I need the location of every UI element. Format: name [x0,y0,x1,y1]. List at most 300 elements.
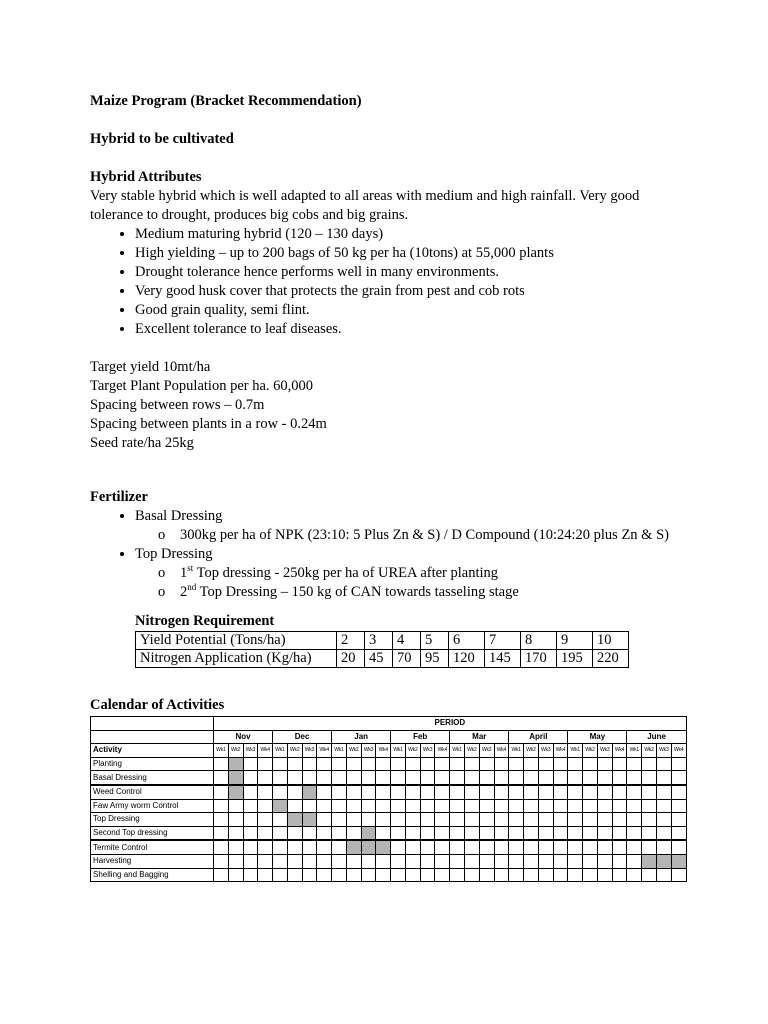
table-cell [361,854,376,868]
table-cell [538,854,553,868]
table-cell [258,799,273,813]
table-cell [494,854,509,868]
table-cell [273,757,288,771]
activity-label: Shelling and Bagging [91,868,214,882]
table-cell [583,785,598,799]
activity-label: Top Dressing [91,813,214,827]
table-cell [479,785,494,799]
table-cell [568,854,583,868]
table-cell [287,868,302,882]
table-cell [538,785,553,799]
scheduled-cell [361,826,376,840]
table-cell: 145 [485,650,521,668]
table-cell [627,826,642,840]
activity-label: Faw Army worm Control [91,799,214,813]
table-cell [553,771,568,785]
week-header: Wk2 [465,744,480,758]
table-cell [228,826,243,840]
table-cell [524,826,539,840]
week-header: Wk4 [435,744,450,758]
week-header: Wk4 [376,744,391,758]
table-cell [228,799,243,813]
table-cell [479,868,494,882]
table-cell [317,868,332,882]
table-cell [612,757,627,771]
activity-label: Weed Control [91,785,214,799]
scheduled-cell [287,813,302,827]
table-row [91,813,687,827]
table-cell [524,799,539,813]
table-cell [391,799,406,813]
table-cell [420,813,435,827]
scheduled-cell [302,813,317,827]
activity-label: Second Top dressing [91,826,214,840]
table-cell [361,868,376,882]
table-cell [465,771,480,785]
list-item: • Drought tolerance hence performs well in many environments. [135,263,690,282]
table-cell [243,868,258,882]
table-cell [479,813,494,827]
fertilizer-heading: Fertilizer [90,489,148,505]
target-population: Target Plant Population per ha. 60,000 [90,378,314,394]
table-cell [420,854,435,868]
target-yield: Target yield 10mt/ha [90,359,211,375]
table-cell [642,757,657,771]
table-cell [214,813,229,827]
week-header: Wk1 [214,744,229,758]
table-cell [317,757,332,771]
week-header: Wk3 [302,744,317,758]
table-cell [494,813,509,827]
table-cell [346,813,361,827]
table-cell [583,757,598,771]
table-cell: 4 [393,632,421,650]
table-cell [627,757,642,771]
table-cell [479,771,494,785]
scheduled-cell [376,840,391,854]
table-cell [509,826,524,840]
table-cell: 220 [593,650,629,668]
table-cell [538,840,553,854]
table-cell [435,854,450,868]
table-cell [465,799,480,813]
week-header: Wk1 [332,744,347,758]
table-row [91,757,687,771]
table-cell [317,826,332,840]
table-cell [479,826,494,840]
table-cell [391,826,406,840]
table-cell [391,771,406,785]
table-cell [435,868,450,882]
table-cell: 2 [337,632,365,650]
table-cell [524,813,539,827]
table-cell [479,840,494,854]
list-item: • Medium maturing hybrid (120 – 130 days) [135,225,690,244]
table-cell [332,826,347,840]
table-cell [509,868,524,882]
table-cell [509,785,524,799]
table-cell [435,785,450,799]
table-cell [568,799,583,813]
scheduled-cell [346,840,361,854]
table-cell [509,771,524,785]
table-cell [597,771,612,785]
table-cell [656,826,671,840]
table-cell [287,826,302,840]
table-cell [479,757,494,771]
table-cell [302,799,317,813]
table-cell [597,868,612,882]
table-cell [671,868,686,882]
table-cell [214,840,229,854]
table-cell [391,785,406,799]
table-row [91,826,687,840]
top-dressing-2: o 2nd Top Dressing – 150 kg of CAN towards tasseling stage [180,583,690,602]
table-cell [538,771,553,785]
table-cell [553,785,568,799]
week-header: Wk2 [346,744,361,758]
activity-label: Termite Control [91,840,214,854]
table-cell: 8 [521,632,557,650]
table-cell [642,868,657,882]
table-cell [214,785,229,799]
table-cell [317,771,332,785]
table-cell [642,813,657,827]
week-header: Wk2 [524,744,539,758]
table-cell [538,868,553,882]
table-cell [538,826,553,840]
table-cell [538,799,553,813]
table-cell [671,799,686,813]
table-cell [494,840,509,854]
table-cell [273,785,288,799]
table-row [136,632,629,650]
week-header: Wk4 [553,744,568,758]
table-cell [228,854,243,868]
table-cell [391,813,406,827]
table-cell [509,854,524,868]
table-cell [243,771,258,785]
table-cell [494,868,509,882]
table-cell [465,813,480,827]
table-cell [627,868,642,882]
table-cell [346,868,361,882]
month-header: May [568,730,627,744]
table-cell [450,785,465,799]
table-cell [450,771,465,785]
nitrogen-heading: Nitrogen Requirement [135,613,275,629]
table-cell [405,854,420,868]
table-cell [273,868,288,882]
scheduled-cell [228,785,243,799]
table-cell [214,854,229,868]
table-cell [583,813,598,827]
table-cell: 120 [449,650,485,668]
table-cell [568,840,583,854]
month-header: June [627,730,686,744]
table-cell [243,799,258,813]
table-cell [435,826,450,840]
table-cell [553,840,568,854]
table-cell [273,854,288,868]
table-cell [656,840,671,854]
list-item: • Very good husk cover that protects the grain from pest and cob rots [135,282,690,301]
table-cell [568,771,583,785]
table-cell [435,813,450,827]
table-cell [642,799,657,813]
table-cell [479,854,494,868]
table-cell [405,813,420,827]
table-cell [302,771,317,785]
month-header: Nov [214,730,273,744]
calendar-heading: Calendar of Activities [90,697,225,713]
table-cell [405,785,420,799]
table-row [136,650,629,668]
table-cell [361,799,376,813]
activity-label: Planting [91,757,214,771]
table-cell [346,854,361,868]
table-cell [317,854,332,868]
table-cell [450,868,465,882]
document-title: Maize Program (Bracket Recommendation) [90,93,362,109]
table-cell [435,840,450,854]
week-header: Wk4 [612,744,627,758]
seed-rate: Seed rate/ha 25kg [90,435,194,451]
table-cell [642,826,657,840]
table-cell [287,799,302,813]
week-header: Wk3 [597,744,612,758]
table-cell [243,826,258,840]
table-cell [302,757,317,771]
table-cell [391,868,406,882]
table-cell [568,813,583,827]
table-cell [656,757,671,771]
table-cell [228,868,243,882]
table-cell [287,840,302,854]
week-header: Wk3 [420,744,435,758]
week-header: Wk4 [494,744,509,758]
table-row [91,854,687,868]
table-cell [642,785,657,799]
document-body [90,92,690,882]
table-cell [243,757,258,771]
table-row [91,868,687,882]
week-header: Wk4 [258,744,273,758]
period-header: PERIOD [214,717,687,731]
week-header: Wk2 [583,744,598,758]
basal-detail: o 300kg per ha of NPK (23:10: 5 Plus Zn & S) / D Compound (10:24:20 plus Zn & S) [180,526,690,545]
month-header: Jan [332,730,391,744]
table-cell [376,799,391,813]
table-cell [317,785,332,799]
table-cell [420,785,435,799]
table-cell [258,826,273,840]
table-cell [642,840,657,854]
table-cell [656,813,671,827]
attributes-heading: Hybrid Attributes [90,169,202,185]
table-cell [420,799,435,813]
table-cell [656,771,671,785]
table-cell [656,868,671,882]
table-cell [435,771,450,785]
table-cell [287,785,302,799]
table-cell [405,868,420,882]
table-cell [361,771,376,785]
scheduled-cell [656,854,671,868]
week-header: Wk3 [656,744,671,758]
table-cell [273,813,288,827]
table-cell [642,771,657,785]
week-header: Wk2 [287,744,302,758]
table-cell [612,854,627,868]
table-cell [494,757,509,771]
table-cell [214,771,229,785]
table-cell [91,717,214,731]
table-cell [332,799,347,813]
table-row [91,785,687,799]
table-cell [553,813,568,827]
table-cell [376,813,391,827]
month-header: Dec [273,730,332,744]
table-cell [346,757,361,771]
table-cell [494,826,509,840]
table-cell [243,854,258,868]
attributes-list [90,225,690,339]
table-cell [391,840,406,854]
table-cell [91,730,214,744]
table-cell [612,813,627,827]
table-cell [597,854,612,868]
week-row [91,744,687,758]
table-cell [627,771,642,785]
table-cell [553,868,568,882]
table-cell [597,785,612,799]
table-cell [435,799,450,813]
table-cell [302,840,317,854]
table-cell [214,757,229,771]
table-cell [287,771,302,785]
week-header: Wk1 [450,744,465,758]
nitrogen-section [135,612,690,668]
table-cell [671,771,686,785]
scheduled-cell [228,771,243,785]
week-header: Wk2 [405,744,420,758]
week-header: Wk2 [228,744,243,758]
table-cell [420,826,435,840]
table-cell [332,868,347,882]
table-cell [509,840,524,854]
table-cell [509,757,524,771]
hybrid-heading: Hybrid to be cultivated [90,131,234,147]
basal-label: Basal Dressing [135,508,223,524]
list-item: • High yielding – up to 200 bags of 50 kg per ha (10tons) at 55,000 plants [135,244,690,263]
table-cell [465,785,480,799]
table-cell [302,854,317,868]
table-cell [243,813,258,827]
table-cell [391,854,406,868]
table-cell [524,854,539,868]
table-cell [450,826,465,840]
table-cell [346,826,361,840]
table-cell [258,813,273,827]
table-cell [317,799,332,813]
table-cell [465,840,480,854]
table-cell [450,854,465,868]
table-cell [228,840,243,854]
scheduled-cell [361,840,376,854]
table-cell [568,785,583,799]
table-cell [361,785,376,799]
scheduled-cell [642,854,657,868]
table-cell [583,826,598,840]
table-cell [524,840,539,854]
table-cell [258,854,273,868]
table-cell [597,826,612,840]
nitrogen-application-label: Nitrogen Application (Kg/ha) [136,650,337,668]
table-cell: 195 [557,650,593,668]
table-cell [332,813,347,827]
table-cell: 170 [521,650,557,668]
table-cell [361,757,376,771]
table-cell [671,826,686,840]
activity-label: Basal Dressing [91,771,214,785]
attributes-intro: Very stable hybrid which is well adapted to all areas with medium and high rainfall. Very good tolerance to drought, produces big cobs and big grains. [90,188,640,223]
table-cell [627,799,642,813]
table-cell [258,868,273,882]
top-dressing-1: o 1st Top dressing - 250kg per ha of UREA after planting [180,564,690,583]
table-cell [612,785,627,799]
table-cell [228,813,243,827]
table-cell [376,785,391,799]
week-header: Wk1 [391,744,406,758]
week-header: Wk2 [642,744,657,758]
week-header: Wk3 [243,744,258,758]
table-cell [376,757,391,771]
table-cell [465,854,480,868]
table-cell [243,840,258,854]
week-header: Wk3 [361,744,376,758]
table-cell [671,813,686,827]
table-cell: 3 [365,632,393,650]
table-cell: 5 [421,632,449,650]
table-cell [656,799,671,813]
table-cell: 7 [485,632,521,650]
table-cell [597,813,612,827]
table-cell [346,771,361,785]
table-cell [450,813,465,827]
table-cell [405,799,420,813]
table-cell [583,868,598,882]
table-cell [553,854,568,868]
calendar-table [90,716,687,882]
table-cell [258,757,273,771]
list-item [135,545,690,602]
table-cell [332,757,347,771]
table-cell [258,840,273,854]
list-item: • Excellent tolerance to leaf diseases. [135,320,690,339]
table-cell [405,826,420,840]
week-header: Wk1 [273,744,288,758]
table-cell: 20 [337,650,365,668]
table-cell [524,868,539,882]
table-cell: 6 [449,632,485,650]
table-cell [494,785,509,799]
list-item: • Good grain quality, semi flint. [135,301,690,320]
table-cell [435,757,450,771]
table-cell [376,868,391,882]
table-cell [376,826,391,840]
table-cell [553,757,568,771]
